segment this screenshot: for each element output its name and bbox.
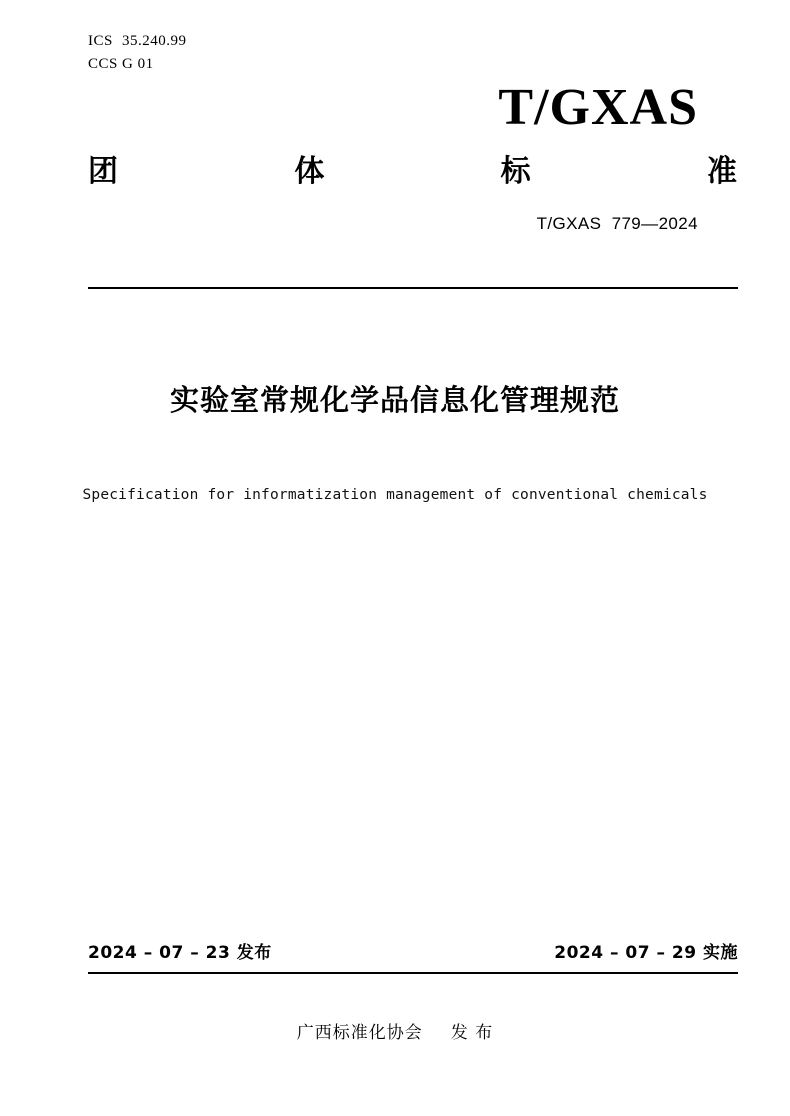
publisher-action: 发 布 [450, 1023, 494, 1043]
title-english: Specification for informatization management of conventional chemicals [82, 487, 708, 503]
publisher-line [0, 1018, 790, 1043]
title-chinese: 实验室常规化学品信息化管理规范 [169, 383, 620, 417]
issue-date: 2024 – 07 – 23 发布 [88, 943, 272, 963]
header-divider [88, 287, 738, 289]
standard-type-char-1: 团 [88, 154, 119, 189]
ics-label: ICS [88, 33, 113, 49]
ics-value: 35.240.99 [122, 33, 187, 49]
ccs-label: CCS [88, 56, 118, 73]
ccs-value: G 01 [122, 56, 154, 73]
tgxas-logo: T/GXAS [498, 79, 698, 136]
standard-number: T/GXAS 779—2024 [536, 214, 698, 233]
date-row [88, 938, 738, 963]
ccs-line [88, 53, 187, 76]
classification-block [88, 30, 187, 77]
footer-divider [88, 972, 738, 974]
standard-type-char-4: 准 [706, 154, 738, 189]
implementation-date: 2024 – 07 – 29 实施 [554, 943, 738, 963]
standard-type-char-3: 标 [500, 154, 532, 189]
standard-type-char-2: 体 [294, 154, 326, 189]
publisher-organization: 广西标准化协会 [296, 1023, 423, 1043]
ics-line [88, 30, 187, 53]
standard-type-heading [88, 146, 738, 190]
